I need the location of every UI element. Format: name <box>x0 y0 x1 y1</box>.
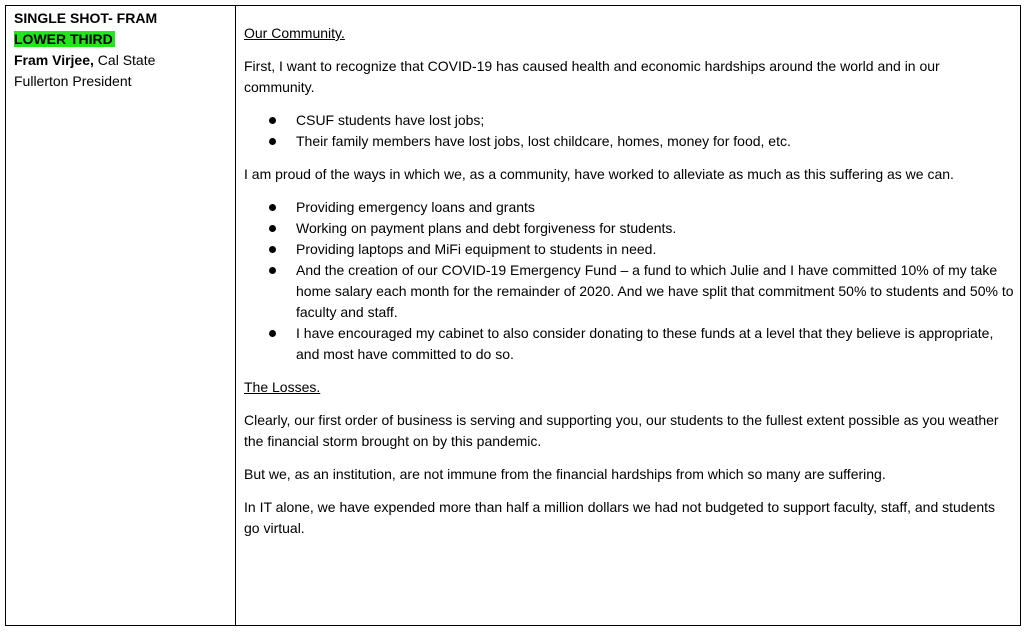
bullet-icon <box>269 267 276 274</box>
list-item: I have encouraged my cabinet to also consider donating to these funds at a level that they believe is appropriate, and most have committed to do so. <box>244 323 1014 365</box>
paragraph: In IT alone, we have expended more than half a million dollars we had not budgeted to support faculty, staff, and students go virtual. <box>244 499 996 536</box>
bullet-icon <box>269 204 276 211</box>
column-divider <box>235 5 236 626</box>
bullet-icon <box>269 330 276 337</box>
list-item: Providing laptops and MiFi equipment to students in need. <box>244 239 1014 260</box>
bullet-list-hardships <box>244 110 1014 152</box>
bullet-list-actions <box>244 197 1014 365</box>
bullet-icon <box>269 246 276 253</box>
bullet-icon <box>269 117 276 124</box>
shot-type: SINGLE SHOT- FRAM <box>14 10 158 26</box>
list-item: Providing emergency loans and grants <box>244 197 1014 218</box>
paragraph: Clearly, our first order of business is serving and supporting you, our students to the fullest extent possible as you weather the financial storm brought on by this pandemic. <box>244 412 999 449</box>
bullet-icon <box>269 225 276 232</box>
bullet-icon <box>269 138 276 145</box>
paragraph: I am proud of the ways in which we, as a community, have worked to alleviate as much as this suffering as we can. <box>244 166 954 182</box>
list-item: And the creation of our COVID-19 Emergency Fund – a fund to which Julie and I have committed 10% of my take home salary each month for the remainder of 2020. And we have split that commitment 50% to students and 50% to faculty and staff. <box>244 260 1014 323</box>
speaker-affiliation-part2: Fullerton President <box>14 73 132 89</box>
script-text-cell <box>244 23 1014 551</box>
list-item: Working on payment plans and debt forgiveness for students. <box>244 218 1014 239</box>
section-heading-community: Our Community. <box>244 25 345 41</box>
list-item: Their family members have lost jobs, lost childcare, homes, money for food, etc. <box>244 131 1014 152</box>
lower-third-label: LOWER THIRD <box>14 31 113 47</box>
paragraph: First, I want to recognize that COVID-19 has caused health and economic hardships around the world and in our community. <box>244 58 940 95</box>
list-item: CSUF students have lost jobs; <box>244 110 1014 131</box>
paragraph: But we, as an institution, are not immune from the financial hardships from which so many are suffering. <box>244 466 886 482</box>
speaker-name: Fram Virjee, <box>14 52 94 68</box>
section-heading-losses: The Losses. <box>244 379 321 395</box>
shot-info-cell <box>14 8 229 92</box>
speaker-affiliation-part1: Cal State <box>93 52 156 68</box>
